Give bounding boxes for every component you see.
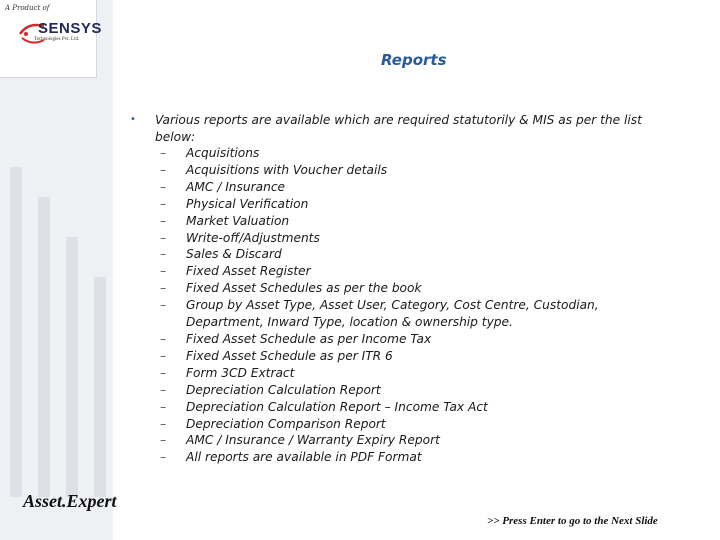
dash-bullet: – (160, 382, 167, 397)
list-item-text: Physical Verification (186, 196, 309, 211)
list-item-text: Fixed Asset Schedules as per the book (186, 281, 422, 296)
list-item (155, 416, 655, 433)
logo-tagline: A Product of (5, 4, 50, 12)
dash-bullet: – (160, 399, 167, 414)
list-item-text: Depreciation Comparison Report (186, 416, 386, 431)
dash-bullet: – (160, 247, 167, 262)
dash-bullet: – (160, 196, 167, 211)
list-item-text: Depreciation Calculation Report – Income Tax Act (186, 399, 488, 414)
dash-bullet: – (160, 162, 167, 177)
list-item-text: Market Valuation (186, 213, 290, 228)
list-item (155, 179, 655, 196)
dash-bullet: – (160, 179, 167, 194)
list-item-text: Depreciation Calculation Report (186, 382, 381, 397)
left-panel (0, 0, 113, 540)
dash-bullet: – (160, 348, 167, 363)
list-item (155, 331, 655, 348)
list-item-text: AMC / Insurance / Warranty Expiry Report (186, 433, 440, 448)
list-item-text: Write-off/Adjustments (186, 230, 320, 245)
decor-bar (10, 167, 22, 497)
list-item (155, 145, 655, 162)
list-item (155, 365, 655, 382)
dash-bullet: – (160, 146, 167, 160)
dash-bullet: – (160, 450, 167, 465)
list-item-text: Acquisitions with Voucher details (186, 162, 388, 177)
list-item-text: All reports are available in PDF Format (186, 450, 422, 465)
list-item (155, 162, 655, 179)
dash-bullet: – (160, 416, 167, 431)
slide-title: Reports (381, 51, 447, 69)
list-item-text: Sales & Discard (186, 247, 282, 262)
list-item (155, 297, 655, 331)
list-item-text: Form 3CD Extract (186, 365, 295, 380)
list-item (155, 382, 655, 399)
list-item (155, 246, 655, 263)
list-item (155, 263, 655, 280)
dash-bullet: – (160, 365, 167, 380)
list-item (155, 280, 655, 297)
list-item (155, 230, 655, 247)
slide-intro: Various reports are available which are required statutorily & MIS as per the list below: (155, 113, 642, 144)
decor-bar (94, 277, 106, 497)
company-logo (0, 0, 102, 78)
list-item-text: Acquisitions (186, 146, 260, 160)
dash-bullet: – (160, 213, 167, 228)
decor-bar (66, 237, 78, 497)
dash-bullet: – (160, 281, 167, 296)
list-item (155, 348, 655, 365)
list-item-text: Fixed Asset Schedule as per Income Tax (186, 331, 432, 346)
list-item (155, 449, 655, 466)
list-item (155, 213, 655, 230)
logo-subtitle: Technologies Pvt. Ltd. (34, 37, 80, 42)
decor-bar (38, 197, 50, 497)
list-item-text: AMC / Insurance (186, 179, 286, 194)
logo-company-name: SENSYS (38, 20, 102, 37)
dash-bullet: – (160, 298, 167, 313)
dash-bullet: – (160, 264, 167, 279)
list-item-text: Fixed Asset Schedule as per ITR 6 (186, 348, 393, 363)
next-slide-hint: >> Press Enter to go to the Next Slide (487, 515, 658, 527)
list-item-text: Group by Asset Type, Asset User, Category, Cost Centre, Custodian, Department, Inward Type, location & ownership type. (186, 298, 599, 330)
brand-name: Asset.Expert (23, 491, 117, 511)
list-item (155, 399, 655, 416)
list-item (155, 196, 655, 213)
bullet-icon: • (130, 114, 136, 125)
dash-bullet: – (160, 433, 167, 448)
list-item (155, 432, 655, 449)
dash-bullet: – (160, 230, 167, 245)
list-item-text: Fixed Asset Register (186, 264, 311, 279)
report-list (155, 145, 655, 466)
dash-bullet: – (160, 331, 167, 346)
